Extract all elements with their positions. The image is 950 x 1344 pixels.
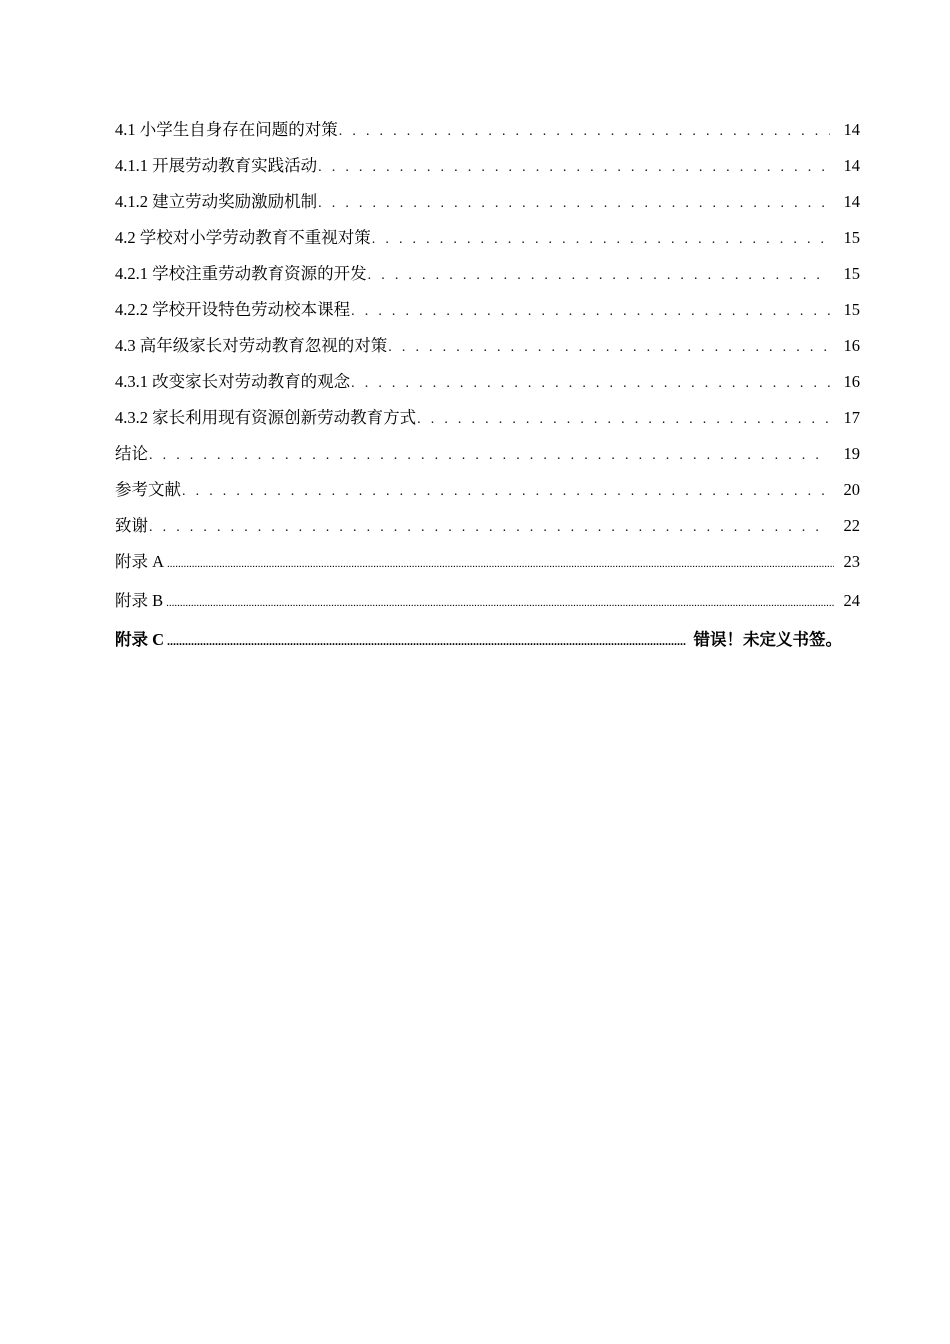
- toc-entry-title: 4.3 高年级家长对劳动教育忽视的对策: [115, 336, 388, 355]
- toc-page-number: 23: [843, 552, 860, 571]
- toc-entry-title: 4.1 小学生自身存在问题的对策: [115, 120, 338, 139]
- toc-page-number: 17: [843, 408, 860, 427]
- toc-entry-title: 附录 C: [115, 630, 165, 649]
- toc-entry[interactable]: [115, 117, 860, 153]
- toc-dot-leader: [167, 551, 834, 577]
- toc-entry-title: 4.1.2 建立劳动奖励激励机制: [115, 192, 318, 211]
- toc-entry-title: 4.3.2 家长利用现有资源创新劳动教育方式: [115, 408, 417, 427]
- toc-entry[interactable]: [115, 477, 860, 513]
- toc-page-number: 22: [843, 516, 860, 535]
- toc-dot-leader: [149, 515, 830, 541]
- toc-entry-title: 附录 A: [115, 552, 165, 571]
- toc-dot-leader: [372, 227, 830, 253]
- toc-dot-leader: [182, 479, 830, 505]
- toc-entry[interactable]: [115, 153, 860, 189]
- toc-entry-title: 结论: [115, 444, 148, 463]
- toc-entry-title: 4.3.1 改变家长对劳动教育的观念: [115, 372, 351, 391]
- table-of-contents: [115, 117, 860, 663]
- toc-dot-leader: [351, 371, 830, 397]
- toc-entry[interactable]: [115, 333, 860, 369]
- toc-dot-leader: [339, 119, 830, 145]
- toc-page-number: 24: [843, 591, 860, 610]
- toc-page-number: 15: [843, 228, 860, 247]
- toc-page-number: 14: [843, 120, 860, 139]
- toc-dot-leader: [318, 155, 830, 181]
- toc-entry[interactable]: [115, 513, 860, 549]
- toc-dot-leader: [368, 263, 830, 289]
- toc-page-number: 14: [843, 192, 860, 211]
- toc-entry[interactable]: [115, 225, 860, 261]
- toc-entry-title: 4.2.2 学校开设特色劳动校本课程: [115, 300, 351, 319]
- toc-dot-leader: [318, 191, 830, 217]
- toc-entry-title: 参考文献: [115, 480, 181, 499]
- toc-entry-title: 4.1.1 开展劳动教育实践活动: [115, 156, 318, 175]
- toc-dot-leader: [388, 335, 830, 361]
- toc-entry-title: 附录 B: [115, 591, 164, 610]
- toc-entry[interactable]: [115, 405, 860, 441]
- toc-dot-leader: [167, 628, 685, 654]
- toc-entry-title: 致谢: [115, 516, 148, 535]
- toc-page-number: 16: [843, 336, 860, 355]
- toc-entry-title: 4.2.1 学校注重劳动教育资源的开发: [115, 264, 367, 283]
- toc-dot-leader: [149, 443, 830, 469]
- toc-entry-appendix[interactable]: [115, 549, 860, 588]
- toc-entry-error[interactable]: [115, 627, 860, 663]
- toc-page-number: 14: [843, 156, 860, 175]
- toc-dot-leader: [351, 299, 830, 325]
- toc-entry-appendix[interactable]: [115, 588, 860, 627]
- toc-entry-title: 4.2 学校对小学劳动教育不重视对策: [115, 228, 371, 247]
- toc-page-number: 15: [843, 264, 860, 283]
- toc-dot-leader: [417, 407, 830, 433]
- toc-entry[interactable]: [115, 297, 860, 333]
- toc-page-number: 20: [843, 480, 860, 499]
- toc-entry[interactable]: [115, 261, 860, 297]
- toc-page-number: 15: [843, 300, 860, 319]
- toc-dot-leader: [166, 590, 834, 616]
- toc-error-message: 错误！未定义书签。: [693, 630, 842, 649]
- toc-entry[interactable]: [115, 441, 860, 477]
- toc-entry[interactable]: [115, 189, 860, 225]
- toc-entry[interactable]: [115, 369, 860, 405]
- toc-page-number: 19: [843, 444, 860, 463]
- toc-page-number: 16: [843, 372, 860, 391]
